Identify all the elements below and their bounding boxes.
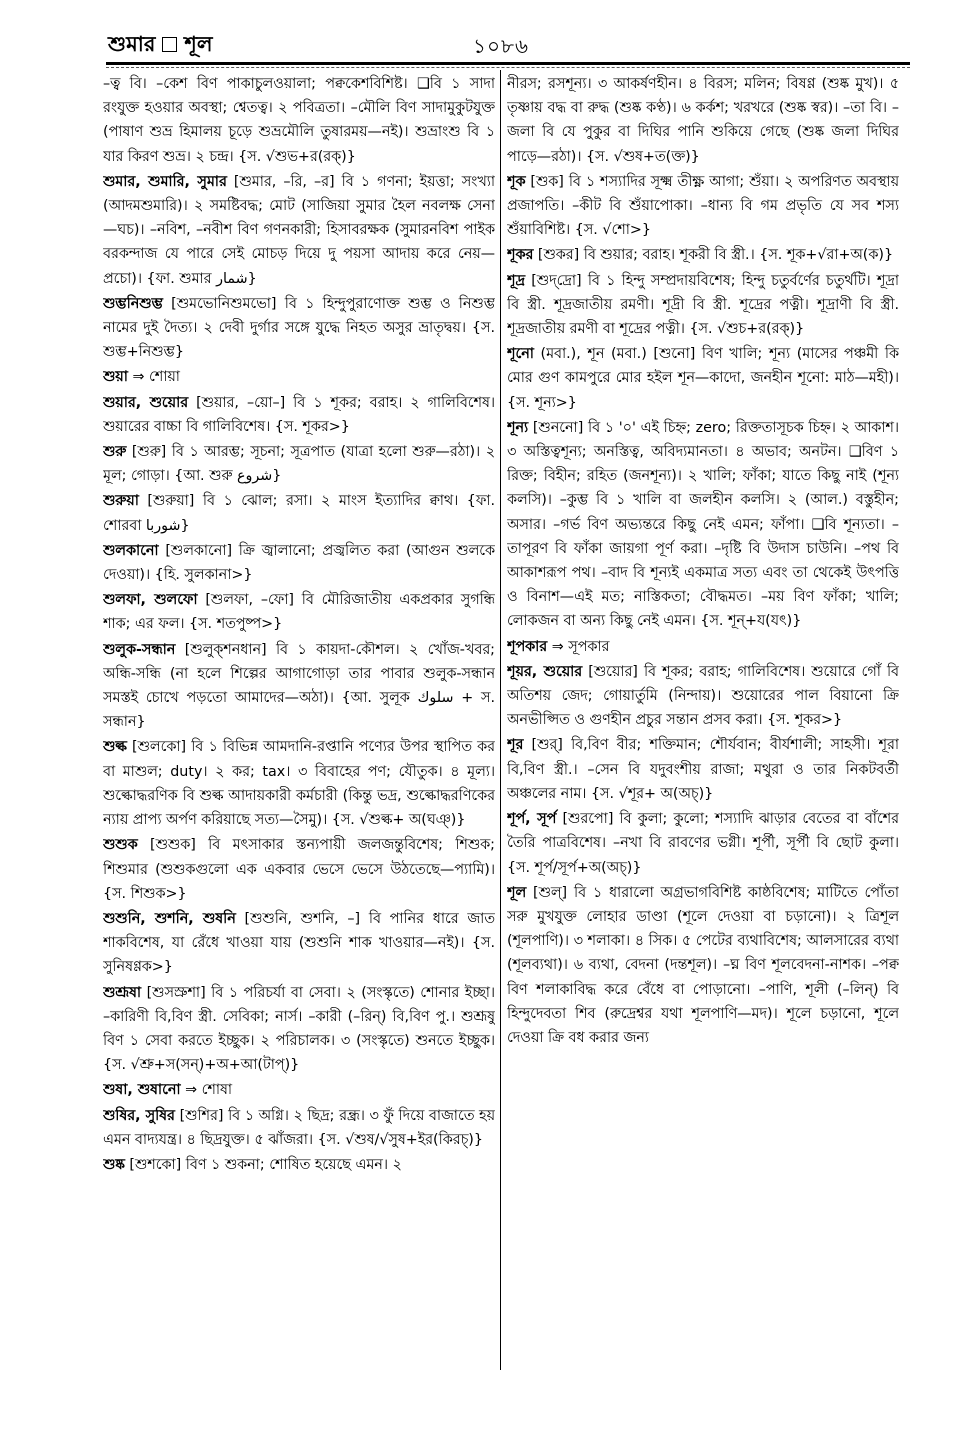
entry-definition: [শুল্] বি ১ ধারালো অগ্রভাগবিশিষ্ট কাষ্ঠবিশেষ; মাটিতে পোঁতা সরু মুখযুক্ত লোহার ডাণ্ডা (শূলে দেওয়া বা চড়ানো)। ২ ত্রিশূল (শূলপাণি)। ৩ শলাকা। ৪ সিক। ৫ পেটের ব্যথাবিশেষ; আলসারের ব্যথা (শূলব্যথা)। ৬ ব্যথা, বেদনা (দন্তশূল)। –ঘ্ন বিণ শূলবেদনা-নাশক। –পক্ব বিণ শলাকাবিদ্ধ করে বেঁধে বা পোড়ানো। –পাণি, শূলী (–লিন্) বি হিন্দুদেবতা শিব (রুদ্রেশ্বর যথা শূলপাণি—মদ)। শূলে চড়ানো, শূলে দেওয়া ক্রি বধ করার জন্য xyxy=(507,884,899,1046)
entry-headword: শূদ্র xyxy=(507,272,525,289)
entry-headword: শূন্য xyxy=(507,419,529,436)
entry-definition: [শুয়োর] বি শূকর; বরাহ; গালিবিশেষ। শুয়োরে গোঁ বি অতিশয় জেদ; গোয়ার্তুমি (নিন্দায়)। শুয়োরের পাল বিয়ানো ক্রি অনভীপ্সিত ও গুণহীন প্রচুর সন্তান প্রসব করা। {স. শূকর>} xyxy=(507,663,899,729)
entry-headword: শুল্ক xyxy=(103,739,127,756)
dictionary-entry xyxy=(103,365,495,389)
dictionary-entry xyxy=(103,981,495,1078)
entry-headword: শুশুক xyxy=(103,837,138,854)
entry-definition: [শুকর] বি শুয়ার; বরাহ। শূকরী বি স্ত্রী.। {স. শূক+√রা+অ(ক)} xyxy=(537,247,894,264)
column-divider xyxy=(500,70,501,1370)
dictionary-entry xyxy=(103,638,495,735)
dictionary-entry xyxy=(103,1104,495,1152)
header-rule xyxy=(106,62,910,65)
entry-definition: [শুদ্‌দ্রো] বি ১ হিন্দু সম্প্রদায়বিশেষ; হিন্দু চতুর্বর্ণের চতুর্থটি। শূদ্রা বি স্ত্রী. শূদ্রজাতীয় রমণী। শূদ্রী বি স্ত্রী. শূদ্রের পত্নী। শূদ্রাণী বি স্ত্রী. শূদ্রজাতীয় রমণী বা শূদ্রের পত্নী। {স. √শুচ+র(রক্)} xyxy=(507,272,899,338)
entry-headword: শূর্প, সূর্প xyxy=(507,811,557,828)
entry-headword: শুরু xyxy=(103,444,127,461)
entry-headword: শূয়র, শুয়োর xyxy=(507,663,583,680)
dictionary-entry xyxy=(103,72,495,169)
entry-headword: শূল xyxy=(507,884,527,901)
entry-headword: শুলকানো xyxy=(103,542,159,559)
entry-definition: –ত্ব বি। –কেশ বিণ পাকাচুলওয়ালা; পক্বকেশবিশিষ্ট। ❑বি ১ সাদা রংযুক্ত হওয়ার অবস্থা; শ্বেতত্ব। ২ পবিত্রতা। –মৌলি বিণ সাদামুকুটযুক্ত (পাষাণ শুভ্র হিমালয় চূড়ে শুভ্রমৌলি তুষারময়—নই)। শুভ্রাংশু বি ১ যার কিরণ শুভ্র। ২ চন্দ্র। {স. √শুভ+র(রক্)} xyxy=(103,76,495,165)
guide-first-word: শুমার xyxy=(108,32,156,56)
entry-definition: [শুসস্রুশা] বি ১ পরিচর্যা বা সেবা। ২ (সংস্কৃতে) শোনার ইচ্ছা। –কারিণী বি,বিণ স্ত্রী. সেবিকা; নার্স। –কারী (–রিন্) বি,বিণ পু.। শুশ্রূষু বিণ ১ সেবা করতে ইচ্ছুক। ২ পরিচালক। ৩ (সংস্কৃতে) শুনতে ইচ্ছুক। {স. √শ্রু+স(সন্)+অ+আ(টাপ্)} xyxy=(103,984,495,1074)
entry-headword: শুম্ভনিশুম্ভ xyxy=(103,295,163,312)
entry-definition: [শুমভোনিশুমভো] বি ১ হিন্দুপুরাণোক্ত শুম্ভ ও নিশুম্ভ নামের দুই দৈত্য। ২ দেবী দুর্গার সঙ্গে যুদ্ধে নিহত অসুর ভ্রাতৃদ্বয়। {স. শুম্ভ+নিশুম্ভ} xyxy=(103,295,495,361)
dictionary-entry xyxy=(103,539,495,587)
entry-definition: [শুক] বি ১ শস্যাদির সূক্ষ্ম তীক্ষ্ণ আগা; শুঁয়া। ২ অপরিণত অবস্থায় প্রজাপতি। –কীট বি শুঁয়াপোকা। –ধান্য বি গম প্রভৃতি যে সব শস্য শুঁয়াবিশিষ্ট। {স. √শো>} xyxy=(507,173,899,239)
entry-definition: [শুমার, –রি, –র] বি ১ গণনা; ইয়ত্তা; সংখ্যা (আদমশুমারি)। ২ সমষ্টিবদ্ধ; মোট (সাজিয়া সুমার হৈল নবলক্ষ সেনা—ঘচ)। –নবিশ, –নবীশ বিণ গণনকারী; হিসাবরক্ষক (সুমারনবিশ পাইক বরকন্দাজ যে পারে সেই মোচড় দিয়ে দু পয়সা আদায় করে নেয়—প্রচো)। {ফা. শুমার شمار} xyxy=(103,173,495,287)
dictionary-entry xyxy=(103,440,495,488)
dictionary-entry xyxy=(507,660,899,733)
entry-headword: শুয়া xyxy=(103,369,128,386)
entry-definition: ⇒ শোয়া xyxy=(132,369,180,386)
dictionary-entry xyxy=(103,735,495,832)
dictionary-entry xyxy=(103,391,495,439)
dictionary-entry xyxy=(507,416,899,634)
entry-definition: [শুলকো] বি ১ বিভিন্ন আমদানি-রপ্তানি পণ্যের উপর স্থাপিত কর বা মাশুল; duty। ২ কর; tax। ৩ বিবাহের পণ; যৌতুক। ৪ মূল্য। শুল্কোদ্ধরণিক বি শুল্ক আদায়কারী কর্মচারী (কিন্তু ভদ্র, শুল্কোদ্ধরণিকের ন্যায় প্রাপ্য অর্পণ করিয়াছে সত্য—সৈমু)। {স. √শুল্ক+ অ(ঘঞ্)} xyxy=(103,739,495,829)
entry-definition: নীরস; রসশূন্য। ৩ আকর্ষণহীন। ৪ বিরস; মলিন; বিষণ্ণ (শুষ্ক মুখ)। ৫ তৃষ্ণায় বদ্ধ বা রুদ্ধ (শুষ্ক কণ্ঠ)। ৬ কর্কশ; খরখরে (শুষ্ক স্বর)। –তা বি। –জলা বি যে পুকুর বা দিঘির পানি শুকিয়ে গেছে (শুষ্ক জলা দিঘির পাড়ে—রঠা)। {স. √শুষ+ত(ক্ত)} xyxy=(507,76,899,165)
entry-definition: (মবা.), শূন (মবা.) [শুনো] বিণ খালি; শূন্য (মাসের পঞ্চমী কি মোর গুণ কামপুরে মোর হইল শূন—কাদো, জনহীন শূনো: মাঠ—মহী)। {স. শূন্য>} xyxy=(507,346,899,411)
dictionary-entry xyxy=(507,342,899,415)
entry-definition: [শুশির] বি ১ অগ্নি। ২ ছিদ্র; রন্ধ্র। ৩ ফুঁ দিয়ে বাজাতে হয় এমন বাদ্যযন্ত্র। ৪ ছিদ্রযুক্ত। ৫ ঝাঁজরা। {স. √শুষ/√সুষ+ইর(কিরচ্)} xyxy=(103,1107,495,1148)
entry-headword: শুষির, সুষির xyxy=(103,1107,175,1124)
dictionary-entry xyxy=(507,170,899,243)
entry-headword: শুয়ার, শুয়োর xyxy=(103,394,189,411)
dictionary-entry xyxy=(103,833,495,906)
entry-headword: শুরুয়া xyxy=(103,493,139,510)
separator-box-icon xyxy=(162,37,177,52)
entry-definition: [শুননো] বি ১ '০' এই চিহ্ন; zero; রিক্ততাসূচক চিহ্ন। ২ আকাশ। ৩ অস্তিত্বশূন্য; অনস্তিত্ব, অবিদ্যমানতা। ৪ অভাব; অনটন। ❑বিণ ১ রিক্ত; বিহীন; রহিত (জনশূন্য)। ২ খালি; ফাঁকা; যাতে কিছু নাই (শূন্য কলসি)। –কুম্ভ বি ১ খালি বা জলহীন কলসি। ২ (আল.) বস্তুহীন; অসার। –গর্ভ বিণ অভ্যন্তরে কিছু নেই এমন; ফাঁপা। ❑বি শূন্যতা। –তাপূরণ বি ফাঁকা জায়গা পূর্ণ করা। –দৃষ্টি বি উদাস চাউনি। –পথ বি আকাশরূপ পথ। –বাদ বি শূন্যই একমাত্র সত্য এবং তা থেকেই উৎপত্তি ও বিনাশ—এই মত; নাস্তিকতা; বৌদ্ধমত। –ময় বিণ ফাঁকা; খালি; লোকজন বা অন্য কিছু নেই এমন। {স. শূন্+য(যৎ)} xyxy=(507,419,899,630)
entry-definition: ⇒ শোষা xyxy=(185,1082,233,1099)
entry-definition: [শুলফা, –ফো] বি মৌরিজাতীয় একপ্রকার সুগন্ধি শাক; এর ফল। {স. শতপুষ্প>} xyxy=(103,592,495,633)
right-column xyxy=(507,72,899,1372)
page-number: ১০৮৬ xyxy=(473,34,529,58)
dictionary-entry xyxy=(103,489,495,537)
guide-words xyxy=(108,28,212,63)
dictionary-entry xyxy=(103,1078,495,1102)
dictionary-entry xyxy=(103,907,495,980)
dictionary-entry xyxy=(103,170,495,291)
entry-headword: শুষা, শুষানো xyxy=(103,1082,181,1099)
entry-headword: শূনো xyxy=(507,346,534,363)
entry-definition: [শুশকো] বিণ ১ শুকনা; শোষিত হয়েছে এমন। ২ xyxy=(129,1156,402,1173)
entry-definition: ⇒ সূপকার xyxy=(551,638,610,655)
dictionary-entry xyxy=(507,881,899,1050)
entry-definition: [শুর্] বি,বিণ বীর; শক্তিমান; শৌর্যবান; বীর্যশালী; সাহসী। শূরা বি,বিণ স্ত্রী.। –সেন বি যদুবংশীয় রাজা; মথুরা ও তার নিকটবর্তী অঞ্চলের নাম। {স. √শূর+ অ(অচ্)} xyxy=(507,737,899,802)
entry-headword: শুষ্ক xyxy=(103,1156,125,1173)
dictionary-entry xyxy=(103,1153,495,1177)
entry-headword: শূক xyxy=(507,173,526,190)
entry-definition: [শুলকানো] ক্রি জ্বালানো; প্রজ্বলিত করা (আগুন শুলকে দেওয়া)। {হি. সুলকানা>} xyxy=(103,542,495,584)
guide-last-word: শূল xyxy=(184,32,213,56)
entry-definition: [শুশুনি, শুশনি, –] বি পানির ধারে জাত শাকবিশেষ, যা রেঁধে খাওয়া যায় (শুশুনি শাক খাওয়ার—নই)। {স. সুনিষণ্ণক>} xyxy=(103,910,495,976)
dictionary-entry xyxy=(507,807,899,880)
entry-headword: শুশ্রূষা xyxy=(103,984,142,1001)
dictionary-entry xyxy=(507,72,899,169)
left-column xyxy=(103,72,495,1372)
entry-definition: [শুরুয়া] বি ১ ঝোল; রসা। ২ মাংস ইত্যাদির ক্বাথ। {ফা. শোরবা شوربا} xyxy=(103,493,495,534)
entry-definition: [শুরু] বি ১ আরম্ভ; সূচনা; সূত্রপাত (যাত্রা হলো শুরু—রঠা)। ২ মূল; গোড়া। {আ. শুরু شروع} xyxy=(103,444,495,485)
entry-definition: [শুয়ার, –য়ো–] বি ১ শূকর; বরাহ। ২ গালিবিশেষ। শুয়ারের বাচ্চা বি গালিবিশেষ। {স. শূকর>} xyxy=(103,394,495,435)
dictionary-entry xyxy=(103,292,495,365)
entry-definition: [শুলুক্‌শনধান] বি ১ কায়দা-কৌশল। ২ খোঁজ-খবর; অন্ধি-সন্ধি (না হলে শিল্পের আগাগোড়া তার পাবার শুলুক-সন্ধান সমস্তই চোখে পড়তো আমাদের—অঠা)। {আ. সুলূক سلوك + স. সন্ধান} xyxy=(103,641,495,731)
entry-definition: [শুশুক] বি মৎসাকার স্তন্যপায়ী জলজন্তুবিশেষ; শিশুক; শিশুমার (শুশুকগুলো এক একবার ভেসে ভেসে উঠতেছে—প্যামি)। {স. শিশুক>} xyxy=(103,837,495,902)
dictionary-entry xyxy=(507,733,899,806)
entry-headword: শুলুক-সন্ধান xyxy=(103,641,176,658)
entry-headword: শূপকার xyxy=(507,638,548,655)
page-header xyxy=(108,28,910,62)
entry-headword: শুলফা, শুলফো xyxy=(103,592,198,609)
dictionary-entry xyxy=(507,243,899,267)
dictionary-entry xyxy=(507,635,899,659)
dictionary-entry xyxy=(103,588,495,636)
dictionary-entry xyxy=(507,269,899,342)
entry-headword: শূর xyxy=(507,737,524,754)
entry-headword: শুশুনি, শুশনি, শুষনি xyxy=(103,910,236,927)
entry-definition: [শুরপো] বি কুলা; কুলো; শস্যাদি ঝাড়ার বেতের বা বাঁশের তৈরি পাত্রবিশেষ। –নখা বি রাবণের ভগ্নী। শূর্পী, সূর্পী বি ছোট কুলা। {স. শূর্প/সূর্প+অ(অচ্)} xyxy=(507,811,899,876)
entry-headword: শূকর xyxy=(507,247,534,264)
header-rule-secondary xyxy=(106,67,910,68)
entry-headword: শুমার, শুমারি, সুমার xyxy=(103,173,227,190)
